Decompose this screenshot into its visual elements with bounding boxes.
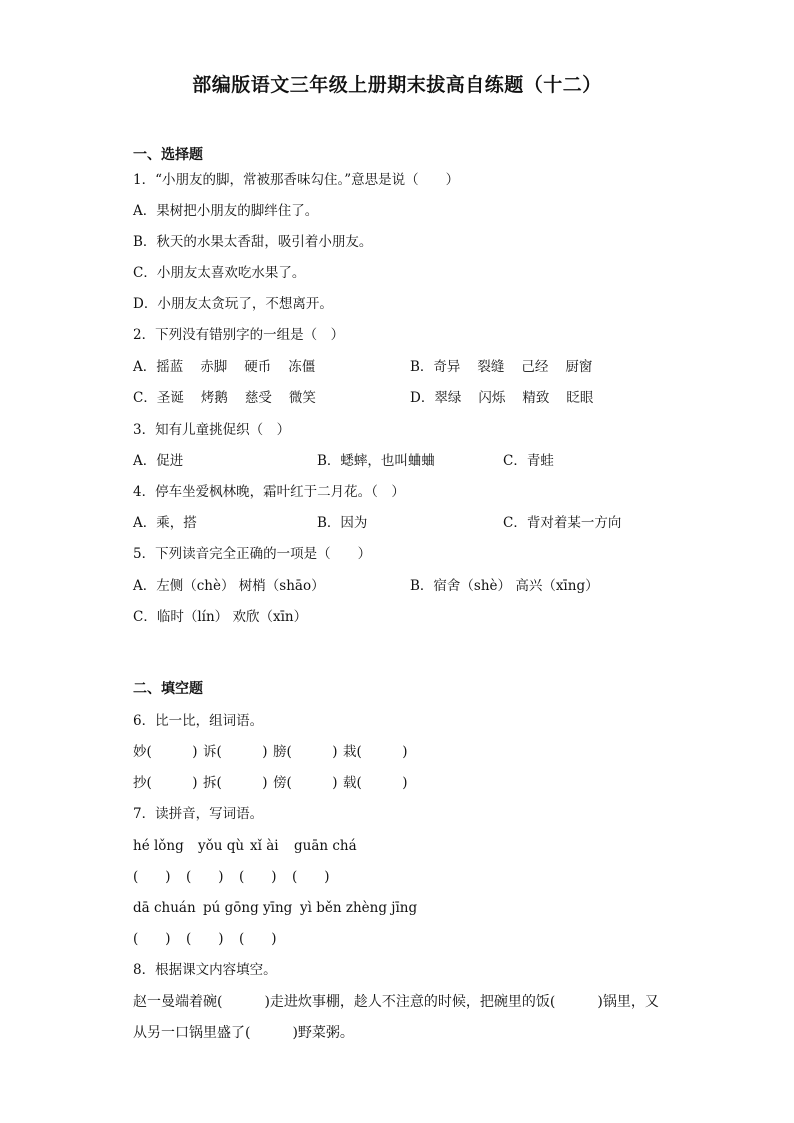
question-3-option-b: B．蟋蟀，也叫蛐蛐 [317, 453, 435, 469]
question-7-blank-row-2 [133, 929, 277, 949]
question-5-stem: 5．下列读音完全正确的一项是（ ） [133, 546, 372, 562]
question-6-row-1 [133, 742, 408, 762]
option-word: 精致 [522, 390, 550, 406]
option-word: 眨眼 [566, 390, 594, 406]
question-5-option-c: C．临时（lín） 欢欣（xīn） [133, 609, 308, 625]
answer-blank: ( ) [186, 869, 224, 885]
word-pair: 抄( ) [133, 775, 198, 791]
answer-blank: ( ) [133, 931, 171, 947]
option-word: 厨窗 [565, 359, 593, 375]
option-label: D． [410, 390, 435, 406]
pinyin: dā chuán [133, 900, 196, 916]
word-pair: 傍( ) [273, 775, 338, 791]
answer-blank: ( ) [292, 869, 330, 885]
pinyin: yì běn zhèng jīng [300, 900, 418, 916]
pinyin: xǐ ài [250, 838, 279, 854]
option-word: 摇蓝 [156, 359, 184, 375]
question-2-option-c [133, 388, 316, 408]
pinyin: hé lǒng [133, 838, 184, 854]
option-word: 奇异 [433, 359, 461, 375]
option-label: C． [133, 390, 157, 406]
question-7-pinyin-row-2 [133, 898, 417, 918]
question-6-stem: 6．比一比，组词语。 [133, 713, 264, 729]
question-2-stem: 2．下列没有错别字的一组是（ ） [133, 327, 345, 343]
question-8-line-1: 赵一曼端着碗( )走进炊事棚，趁人不注意的时候，把碗里的饭( )锅里，又 [133, 994, 659, 1010]
option-word: 冻僵 [288, 359, 316, 375]
option-word: 翠绿 [434, 390, 462, 406]
question-1-stem: 1．“小朋友的脚，常被那香味勾住。”意思是说（ ） [133, 172, 460, 188]
answer-blank: ( ) [239, 869, 277, 885]
word-pair: 膀( ) [273, 744, 338, 760]
question-7-stem: 7．读拼音，写词语。 [133, 806, 264, 822]
option-word: 慈受 [244, 390, 272, 406]
section-heading-choice: 一、选择题 [133, 147, 203, 163]
option-word: 圣诞 [156, 390, 184, 406]
option-label: A． [133, 359, 157, 375]
question-5-option-b: B．宿舍（shè） 高兴（xīng） [410, 578, 599, 594]
answer-blank: ( ) [239, 931, 277, 947]
question-8-stem: 8．根据课文内容填空。 [133, 962, 277, 978]
word-pair: 载( ) [343, 775, 408, 791]
question-1-option-a: A．果树把小朋友的脚绊住了。 [133, 203, 319, 219]
question-7-blank-row-1 [133, 867, 330, 887]
option-word: 裂缝 [477, 359, 505, 375]
question-5-option-a: A．左侧（chè） 树梢（shāo） [133, 578, 325, 594]
option-word: 闪烁 [478, 390, 506, 406]
word-pair: 拆( ) [203, 775, 268, 791]
answer-blank: ( ) [133, 869, 171, 885]
pinyin: yǒu qù [198, 838, 245, 854]
word-pair: 诉( ) [203, 744, 268, 760]
option-word: 赤脚 [200, 359, 228, 375]
question-2-option-b [410, 357, 592, 377]
option-label: B． [410, 359, 434, 375]
question-4-option-b: B．因为 [317, 515, 368, 531]
word-pair: 栽( ) [343, 744, 408, 760]
question-4-option-c: C．背对着某一方向 [503, 515, 622, 531]
question-4-option-a: A．乘，搭 [133, 515, 197, 531]
question-8-line-2: 从另一口锅里盛了( )野菜粥。 [133, 1025, 354, 1041]
question-2-option-a [133, 357, 315, 377]
question-7-pinyin-row-1 [133, 836, 357, 856]
question-1-option-c: C．小朋友太喜欢吃水果了。 [133, 265, 306, 281]
question-1-option-b: B．秋天的水果太香甜，吸引着小朋友。 [133, 234, 373, 250]
section-heading-fill: 二、填空题 [133, 681, 203, 697]
pinyin: guān chá [294, 838, 357, 854]
question-1-option-d: D．小朋友太贪玩了，不想离开。 [133, 296, 333, 312]
question-2-option-d [410, 388, 593, 408]
page-title: 部编版语文三年级上册期末拔高自练题（十二） [192, 74, 602, 96]
question-6-row-2 [133, 773, 408, 793]
question-3-option-a: A．促进 [133, 453, 184, 469]
option-word: 微笑 [288, 390, 316, 406]
pinyin: pú gōng yīng [203, 900, 293, 916]
option-word: 己经 [521, 359, 549, 375]
answer-blank: ( ) [186, 931, 224, 947]
question-4-stem: 4．停车坐爱枫林晚，霜叶红于二月花。（ ） [133, 484, 405, 500]
question-3-stem: 3．知有儿童挑促织（ ） [133, 422, 291, 438]
option-word: 硬币 [244, 359, 272, 375]
question-3-option-c: C．青蛙 [503, 453, 554, 469]
word-pair: 妙( ) [133, 744, 198, 760]
option-word: 烤鹅 [200, 390, 228, 406]
